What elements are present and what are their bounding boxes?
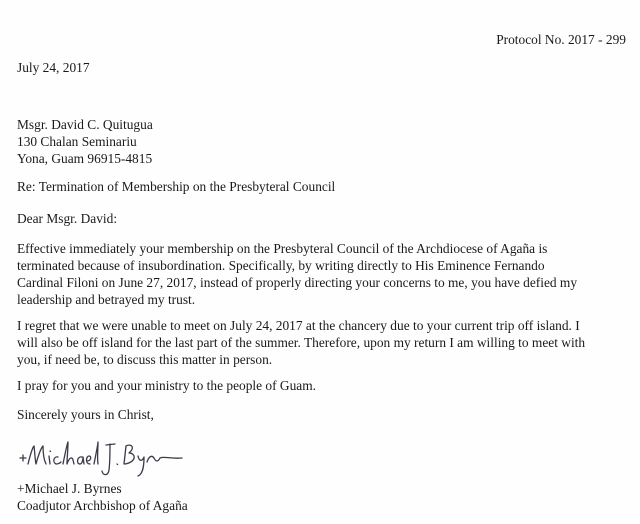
signer-title: Coadjutor Archbishop of Agaña	[17, 498, 188, 513]
body-paragraph-2	[17, 317, 585, 368]
paragraph-line: will also be off island for the last part of the summer. Therefore, upon my return I am willing to meet with	[17, 335, 586, 350]
recipient-address	[17, 116, 153, 167]
subject-line: Re: Termination of Membership on the Presbyteral Council	[17, 179, 336, 194]
recipient-street: 130 Chalan Seminariu	[17, 134, 137, 149]
salutation: Dear Msgr. David:	[17, 211, 118, 226]
paragraph-line: I regret that we were unable to meet on July 24, 2017 at the chancery due to your current trip off island. I	[17, 318, 580, 333]
paragraph-line: terminated because of insubordination. Specifically, by writing directly to His Eminence Fernando	[17, 258, 545, 273]
paragraph-line: leadership and betrayed my trust.	[17, 292, 196, 307]
recipient-name: Msgr. David C. Quitugua	[17, 117, 153, 132]
letter-date: July 24, 2017	[17, 60, 90, 75]
signer-name: +Michael J. Byrnes	[17, 481, 122, 496]
paragraph-line: you, if need be, to discuss this matter in person.	[17, 352, 273, 367]
body-paragraph-1	[17, 240, 577, 308]
handwritten-signature	[14, 434, 194, 480]
paragraph-line: Effective immediately your membership on the Presbyteral Council of the Archdiocese of Agaña is	[17, 241, 548, 256]
closing: Sincerely yours in Christ,	[17, 407, 154, 422]
body-paragraph-3: I pray for you and your ministry to the people of Guam.	[17, 378, 316, 393]
paragraph-line: Cardinal Filoni on June 27, 2017, instead of properly directing your concerns to me, you have defied my	[17, 275, 578, 290]
protocol-number: Protocol No. 2017 - 299	[496, 32, 626, 47]
recipient-city: Yona, Guam 96915-4815	[17, 151, 153, 166]
